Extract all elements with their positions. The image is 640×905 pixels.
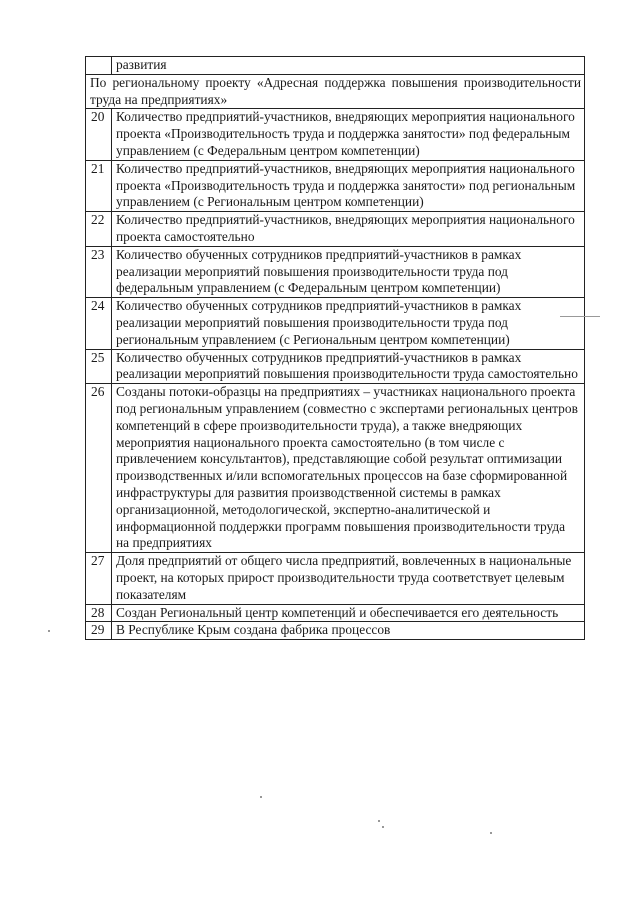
table-row: [86, 604, 585, 622]
row-number: 23: [86, 246, 112, 297]
row-text-cell: развития: [112, 57, 585, 75]
row-text: Доля предприятий от общего числа предприятий, вовлеченных в национальные проект, на которых прирост производительности труда соответствует целевым показателям: [112, 553, 585, 604]
table-row: [86, 349, 585, 384]
scan-artifact-dot: [382, 826, 384, 828]
scan-artifact-dot: [260, 796, 262, 798]
section-header-row: [86, 74, 585, 109]
row-text: Количество обученных сотрудников предприятий-участников в рамках реализации мероприятий повышения производительности труда под федеральным управлением (с Федеральным центром компетенции): [112, 246, 585, 297]
table-row: [86, 622, 585, 640]
row-number: 24: [86, 298, 112, 349]
scan-artifact-dot: [378, 820, 380, 822]
row-number: 20: [86, 109, 112, 160]
table-row: [86, 160, 585, 211]
scan-artifact-dot: [490, 832, 492, 834]
row-number: 25: [86, 349, 112, 384]
table-row: [86, 57, 585, 75]
indicators-table: [85, 56, 585, 640]
scan-artifact-line: [560, 316, 600, 317]
row-number: 22: [86, 212, 112, 247]
table-row: [86, 109, 585, 160]
row-text: Количество предприятий-участников, внедряющих мероприятия национального проекта «Производительность труда и поддержка занятости» под федеральным управлением (с Федеральным центром компетенции): [112, 109, 585, 160]
section-header: По региональному проекту «Адресная поддержка повышения производительности труда на предприятиях»: [86, 74, 585, 109]
row-number: 26: [86, 384, 112, 553]
table-row: [86, 246, 585, 297]
row-number: 21: [86, 160, 112, 211]
row-number: 28: [86, 604, 112, 622]
row-text: Созданы потоки-образцы на предприятиях – участниках национального проекта под региональным управлением (совместно с экспертами региональных центров компетенций в сфере производительности труда), а также внедряющих мероприятия национального проекта самостоятельно (в том числе с привлечением консультантов), представляющие собой результат оптимизации производственных и/или вспомогательных процессов на базе сформированной инфраструктуры для развития производственной системы в рамках организационной, методологической, экспертно-аналитической и информационной поддержки программ повышения производительности труда на предприятиях: [112, 384, 585, 553]
row-text: Создан Региональный центр компетенций и обеспечивается его деятельность: [112, 604, 585, 622]
scan-artifact-dot: [48, 630, 50, 632]
row-text: В Республике Крым создана фабрика процессов: [112, 622, 585, 640]
table-row: [86, 212, 585, 247]
table-row: [86, 298, 585, 349]
table-row: [86, 384, 585, 553]
row-text: Количество предприятий-участников, внедряющих мероприятия национального проекта «Производительность труда и поддержка занятости» под региональным управлением (с Региональным центром компетенции): [112, 160, 585, 211]
row-number-cell: [86, 57, 112, 75]
row-text: Количество обученных сотрудников предприятий-участников в рамках реализации мероприятий повышения производительности труда самостоятельно: [112, 349, 585, 384]
row-text: Количество предприятий-участников, внедряющих мероприятия национального проекта самостоятельно: [112, 212, 585, 247]
row-number: 27: [86, 553, 112, 604]
row-number: 29: [86, 622, 112, 640]
row-text: Количество обученных сотрудников предприятий-участников в рамках реализации мероприятий повышения производительности труда под региональным управлением (с Региональным центром компетенции): [112, 298, 585, 349]
table-row: [86, 553, 585, 604]
